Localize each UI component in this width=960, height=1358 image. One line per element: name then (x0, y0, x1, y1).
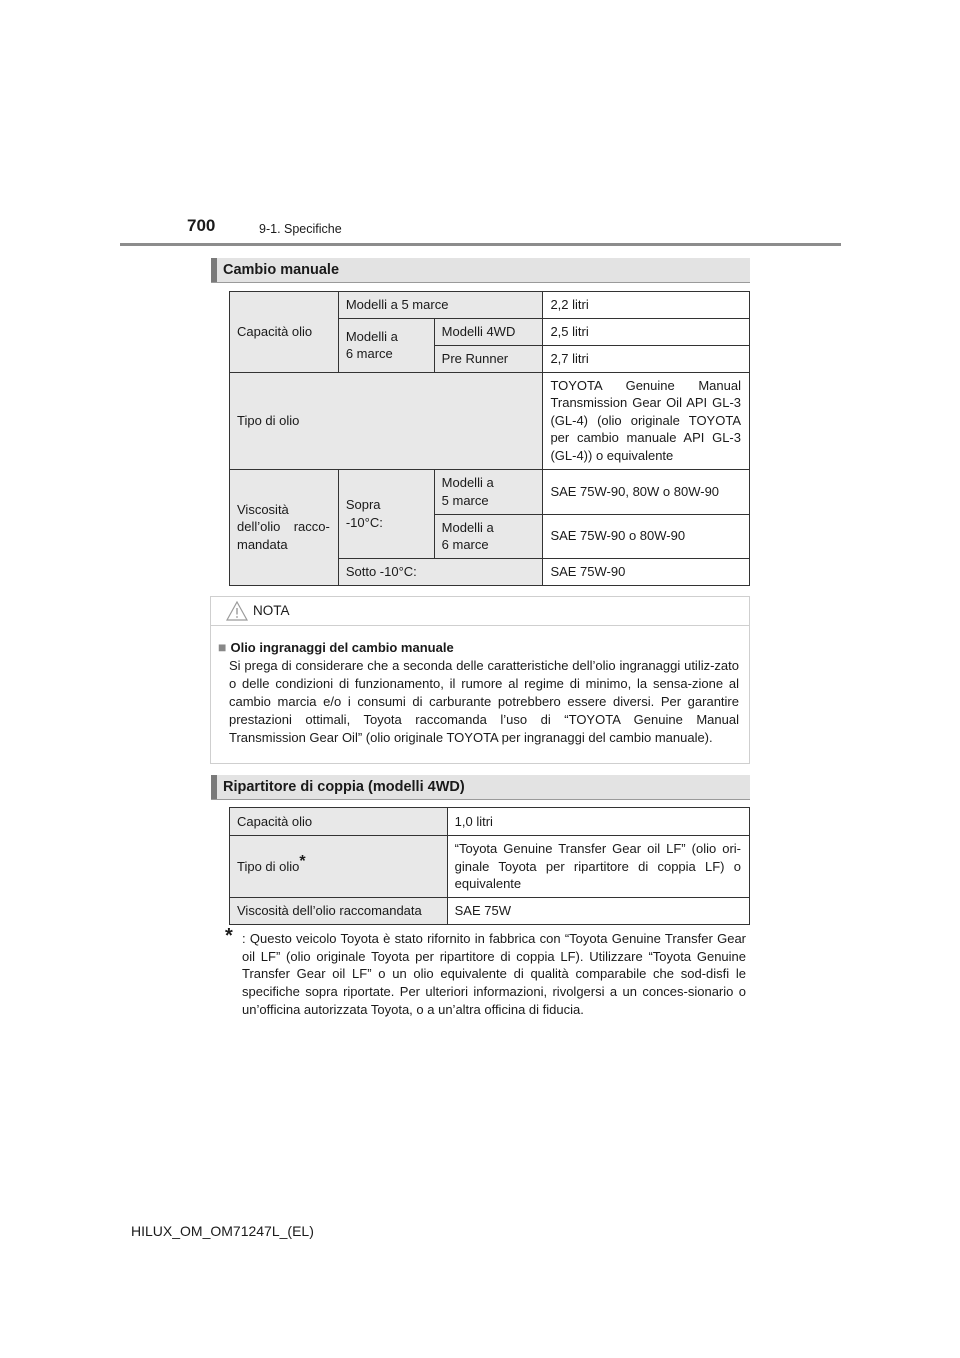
models-4wd-label: Modelli 4WD (434, 319, 543, 346)
transfer-heading (211, 775, 750, 800)
transfer-oil-type-value: “Toyota Genuine Transfer Gear oil LF” (olio ori-ginale Toyota per ripartitore di coppia LF) o equivalente (447, 836, 749, 898)
transfer-capacity-label: Capacità olio (230, 808, 448, 836)
models-5-value: 2,2 litri (543, 292, 750, 319)
transfer-viscosity-label: Viscosità dell’olio raccomandata (230, 898, 448, 925)
visc-models-5-label: Modelli a 5 marce (434, 469, 543, 514)
footnote (225, 925, 746, 1019)
transfer-oil-type-label (230, 836, 448, 898)
models-4wd-value: 2,5 litri (543, 319, 750, 346)
transfer-table (229, 807, 750, 925)
asterisk-marker: * (299, 852, 306, 870)
manual-gearbox-heading (211, 258, 750, 283)
models-6-label: Modelli a 6 marce (338, 319, 434, 373)
below-temp-label: Sotto -10°C: (338, 558, 543, 585)
visc-models-6-value: SAE 75W-90 o 80W-90 (543, 514, 750, 558)
note-text: Si prega di considerare che a seconda delle caratteristiche dell’olio ingranaggi utiliz-zato o delle condizioni di funzionamento, il rumore al regime di minimo, la sensa-zione al cambio marcia e/o i consumi di carburante potrebbero essere diversi. Per garantire prestazioni ottimali, Toyota raccomanda l’uso di “TOYOTA Genuine Manual Transmission Gear Oil” (olio originale TOYOTA per ingranaggi del cambio manuale). (229, 658, 739, 745)
note-box (210, 596, 750, 764)
oil-capacity-label: Capacità olio (230, 292, 339, 373)
note-header (211, 597, 749, 626)
visc-models-5-value: SAE 75W-90, 80W o 80W-90 (543, 469, 750, 514)
page-number: 700 (187, 216, 216, 235)
above-temp-label: Sopra -10°C: (338, 469, 434, 558)
transfer-oil-type-text: Tipo di olio (237, 858, 300, 874)
below-temp-value: SAE 75W-90 (543, 558, 750, 585)
manual-gearbox-table (229, 291, 750, 586)
viscosity-label: Viscosità dell’olio racco-mandata (230, 469, 339, 585)
square-bullet-icon: ■ (218, 639, 227, 655)
oil-type-label: Tipo di olio (230, 372, 543, 469)
heading-text: Ripartitore di coppia (modelli 4WD) (223, 779, 465, 795)
transfer-capacity-value: 1,0 litri (447, 808, 749, 836)
footnote-text: : Questo veicolo Toyota è stato rifornito in fabbrica con “Toyota Genuine Transfer Gear oil LF” (olio originale Toyota per ripartitore di coppia LF). Utilizzare “Toyota Genuine Transfer Gear oil LF” o un olio equivalente di qualità comparabile che sod-disfi le specifiche sopra riportate. Per ulteriori informazioni, rivolgersi a un conces-sionario o un’officina autorizzata Toyota, o a un’altra officina di fiducia. (242, 931, 746, 1017)
pre-runner-label: Pre Runner (434, 345, 543, 372)
transfer-viscosity-value: SAE 75W (447, 898, 749, 925)
visc-models-6-label: Modelli a 6 marce (434, 514, 543, 558)
note-title: NOTA (253, 603, 290, 618)
oil-type-value: TOYOTA Genuine Manual Transmission Gear Oil API GL-3 (GL-4) (olio originale TOYOTA per cambio manuale API GL-3 (GL-4)) o equivalente (543, 372, 750, 469)
heading-text: Cambio manuale (223, 262, 340, 278)
heading-accent (211, 258, 217, 282)
footer-code: HILUX_OM_OM71247L_(EL) (131, 1223, 314, 1239)
header-rule (120, 243, 841, 246)
footnote-marker: * (225, 925, 233, 947)
models-5-label: Modelli a 5 marce (338, 292, 543, 319)
section-title: 9-1. Specifiche (259, 222, 342, 236)
heading-accent (211, 775, 217, 799)
note-subtitle: Olio ingranaggi del cambio manuale (230, 640, 454, 655)
warning-icon (226, 601, 248, 621)
pre-runner-value: 2,7 litri (543, 345, 750, 372)
